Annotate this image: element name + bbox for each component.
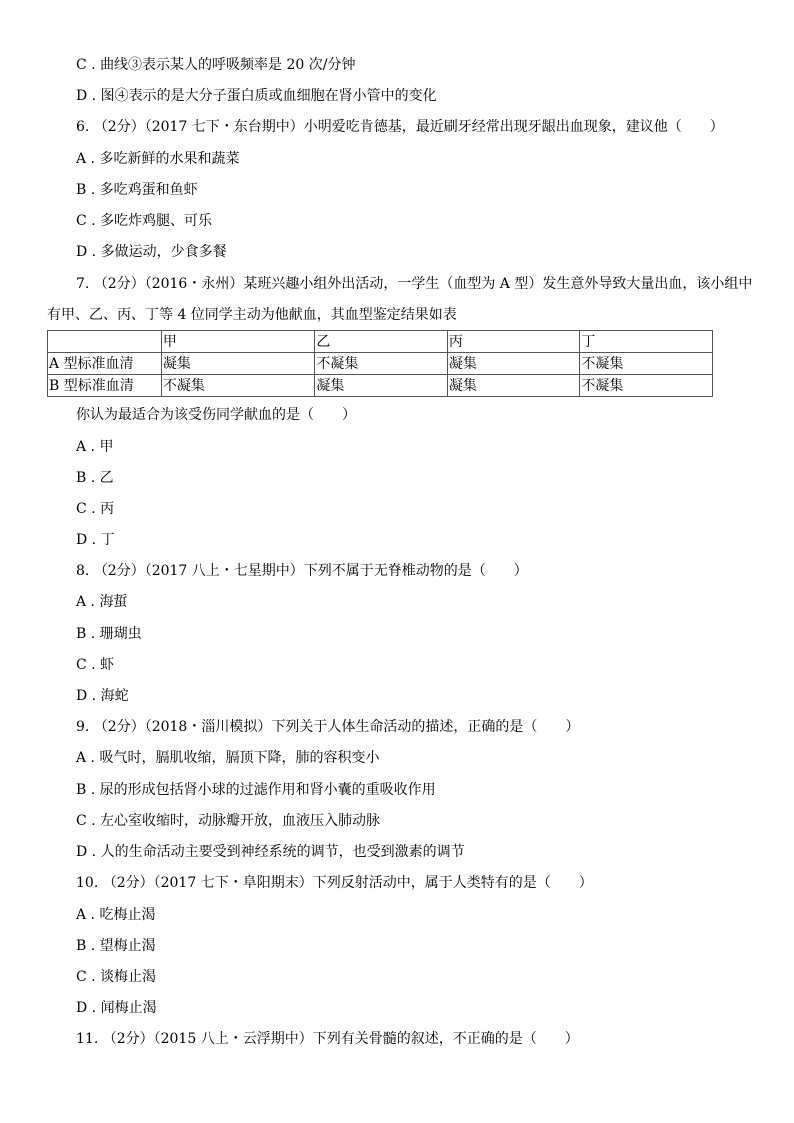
- q10-option-a: A . 吃梅止渴: [76, 907, 156, 923]
- table-cell: 凝集: [447, 353, 580, 375]
- q9-stem: 9. （2分）（2018・淄川模拟）下列关于人体生命活动的描述，正确的是（ ）: [76, 719, 580, 735]
- q7-option-c: C . 丙: [76, 501, 115, 517]
- q8-option-c: C . 虾: [76, 657, 115, 673]
- q6-option-d: D . 多做运动，少食多餐: [76, 244, 227, 260]
- q5-option-c: C . 曲线③表示某人的呼吸频率是 20 次/分钟: [76, 57, 356, 73]
- table-header-yi: 乙: [315, 331, 448, 353]
- q8-option-b: B . 珊瑚虫: [76, 626, 142, 642]
- q9-option-c: C . 左心室收缩时，动脉瓣开放，血液压入肺动脉: [76, 813, 381, 829]
- q6-option-b: B . 多吃鸡蛋和鱼虾: [76, 182, 198, 198]
- q10-option-b: B . 望梅止渴: [76, 938, 156, 954]
- table-cell: 不凝集: [315, 353, 448, 375]
- table-header-row: [48, 331, 713, 353]
- q11-stem: 11. （2分）（2015 八上・云浮期中）下列有关骨髓的叙述，不正确的是（ ）: [76, 1031, 579, 1047]
- table-row-label: A 型标准血清: [48, 353, 162, 375]
- table-header-ding: 丁: [580, 331, 713, 353]
- q7-option-a: A . 甲: [76, 439, 114, 455]
- q7-stem-line2: 有甲、乙、丙、丁等 4 位同学主动为他献血，其血型鉴定结果如表: [47, 307, 457, 323]
- table-row: [48, 375, 713, 397]
- q10-stem: 10. （2分）（2017 七下・阜阳期末）下列反射活动中，属于人类特有的是（ ）: [76, 875, 593, 891]
- q10-option-c: C . 谈梅止渴: [76, 969, 157, 985]
- q6-option-a: A . 多吃新鲜的水果和蔬菜: [76, 151, 240, 167]
- q8-option-a: A . 海蜇: [76, 594, 128, 610]
- table-cell: 不凝集: [580, 353, 713, 375]
- q6-option-c: C . 多吃炸鸡腿、可乐: [76, 213, 213, 229]
- q7-stem-line1: 7. （2分）（2016・永州）某班兴趣小组外出活动，一学生（血型为 A 型）发生意外导致大量出血，该小组中: [76, 276, 753, 292]
- table-header-jia: 甲: [161, 331, 314, 353]
- q6-stem: 6. （2分）（2017 七下・东台期中）小明爱吃肯德基，最近刷牙经常出现牙龈出血现象，建议他（ ）: [76, 119, 724, 135]
- table-cell: 不凝集: [161, 375, 314, 397]
- q10-option-d: D . 闻梅止渴: [76, 1000, 157, 1016]
- q8-stem: 8. （2分）（2017 八上・七星期中）下列不属于无脊椎动物的是（ ）: [76, 563, 528, 579]
- q8-option-d: D . 海蛇: [76, 688, 129, 704]
- q9-option-a: A . 吸气时，膈肌收缩，膈顶下降，肺的容积变小: [76, 750, 380, 766]
- q7-option-d: D . 丁: [76, 532, 115, 548]
- blood-type-table: [47, 330, 713, 397]
- q5-option-d: D . 图④表示的是大分子蛋白质或血细胞在肾小管中的变化: [76, 88, 437, 104]
- table-cell: [48, 331, 162, 353]
- q9-option-d: D . 人的生命活动主要受到神经系统的调节，也受到激素的调节: [76, 844, 465, 860]
- q7-option-b: B . 乙: [76, 470, 114, 486]
- table-cell: 不凝集: [580, 375, 713, 397]
- table-cell: 凝集: [161, 353, 314, 375]
- q7-question: 你认为最适合为该受伤同学献血的是（ ）: [76, 407, 356, 423]
- table-header-bing: 丙: [447, 331, 580, 353]
- table-row: [48, 353, 713, 375]
- table-row-label: B 型标准血清: [48, 375, 162, 397]
- q9-option-b: B . 尿的形成包括肾小球的过滤作用和肾小囊的重吸收作用: [76, 782, 436, 798]
- table-cell: 凝集: [447, 375, 580, 397]
- table-cell: 凝集: [315, 375, 448, 397]
